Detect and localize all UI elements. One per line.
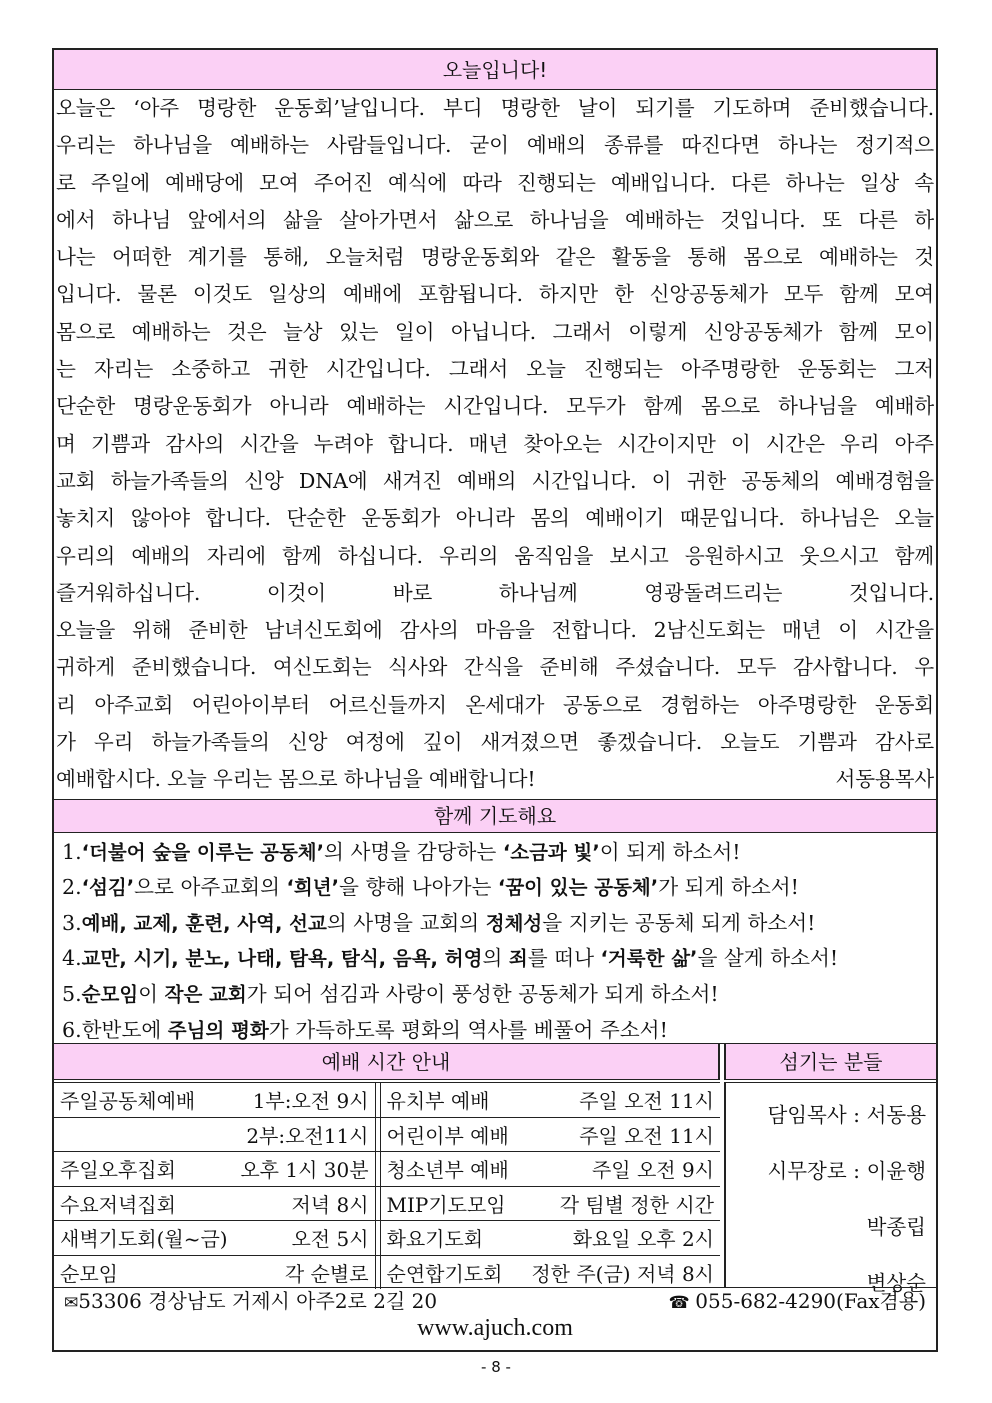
- service-time: 각 팀별 정한 시간: [559, 1192, 714, 1217]
- schedule-cell-right: [381, 1083, 720, 1117]
- info-section: [54, 1043, 936, 1295]
- service-time: 주일 오전 11시: [579, 1089, 714, 1114]
- phone-icon: ☎: [668, 1293, 696, 1313]
- service-name: 수요저녁집회: [60, 1192, 176, 1217]
- prayer-list: [54, 833, 936, 1051]
- phone: ☎ 055-682-4290(Fax겸용): [668, 1289, 926, 1313]
- letter-line: 나는 어떠한 계기를 통해, 오늘처럼 명랑운동회와 같은 활동을 통해 몸으로 예배하는 것: [56, 245, 934, 270]
- service-name: 청소년부 예배: [386, 1158, 509, 1183]
- prayer-item: [62, 906, 928, 942]
- schedule-cell-left: [54, 1256, 376, 1290]
- schedule-cell-right: [381, 1118, 720, 1152]
- prayer-item: [62, 870, 928, 906]
- letter-line: 는 자리는 소중하고 귀한 시간입니다. 그래서 오늘 진행되는 아주명랑한 운동회는 그저: [56, 357, 934, 382]
- schedule-row: [54, 1117, 720, 1152]
- prayer-emphasis: ‘꿈이 있는 공동체’: [497, 876, 659, 900]
- letter-last-line: [56, 761, 934, 798]
- prayer-emphasis: ‘소금과 빛’: [502, 840, 600, 864]
- service-time: 각 순별로: [284, 1261, 369, 1286]
- service-time: 1부:오전 9시: [252, 1089, 369, 1114]
- section-title-today: 오늘입니다!: [54, 50, 936, 90]
- letter-line: 오늘을 위해 준비한 남녀신도회에 감사의 마음을 전합니다. 2남신도회는 매년 이 시간을: [56, 618, 934, 643]
- prayer-emphasis: 정체성: [485, 911, 543, 935]
- prayer-text: 3.: [62, 910, 82, 935]
- prayer-text: 2.: [62, 875, 82, 900]
- schedule-row: [54, 1186, 720, 1221]
- service-name: MIP기도모임: [386, 1192, 506, 1217]
- prayer-emphasis: 주님의 평화: [167, 1018, 269, 1042]
- prayer-emphasis: ‘희년’: [286, 876, 340, 900]
- schedule-cell-right: [381, 1221, 720, 1255]
- letter-closing: 예배합시다. 오늘 우리는 몸으로 하나님을 예배합니다!: [56, 767, 536, 792]
- schedule-cell-right: [381, 1152, 720, 1186]
- prayer-text: 를 떠나: [527, 946, 601, 971]
- prayer-text: 을 향해 나아가는: [339, 875, 498, 900]
- service-name: 주일오후집회: [60, 1158, 176, 1183]
- prayer-text: 이 되게 하소서!: [599, 839, 741, 864]
- prayer-emphasis: 교만, 시기, 분노, 나태, 탐욕, 탐식, 음욕, 허영: [81, 947, 483, 971]
- schedule-row: [54, 1082, 720, 1117]
- service-name: 유치부 예배: [386, 1089, 490, 1114]
- schedule-cell-right: [381, 1187, 720, 1221]
- prayer-text: 4.: [62, 946, 82, 971]
- letter-line: 로 주일에 예배당에 모여 주어진 예식에 따라 진행되는 예배입니다. 다른 하나는 일상 속: [56, 170, 934, 195]
- letter-line: 입니다. 물론 이것도 일상의 예배에 포함됩니다. 하지만 한 신앙공동체가 모두 함께 모여: [56, 282, 934, 307]
- prayer-emphasis: ‘더불어 숲을 이루는 공동체’: [81, 840, 325, 864]
- footer: [54, 1287, 936, 1351]
- prayer-emphasis: 예배, 교제, 훈련, 사역, 선교: [81, 911, 327, 935]
- server-name: 박종립: [866, 1215, 926, 1239]
- schedule-cell-left: [54, 1221, 376, 1255]
- letter-line: 즐거워하십니다. 이것이 바로 하나님께 영광돌려드리는 것입니다.: [56, 580, 934, 605]
- prayer-text: 가 가득하도록 평화의 역사를 베풀어 주소서!: [268, 1017, 668, 1042]
- letter-line: 우리는 하나님을 예배하는 사람들입니다. 굳이 예배의 종류를 따진다면 하나는 정기적으: [56, 133, 934, 158]
- letter-line: 에서 하나님 앞에서의 삶을 살아가면서 삶으로 하나님을 예배하는 것입니다. 또 다른 하: [56, 207, 934, 232]
- letter-line: 가 우리 하늘가족들의 신앙 여정에 깊이 새겨졌으면 좋겠습니다. 오늘도 기쁨과 감사로: [56, 730, 934, 755]
- service-name: 새벽기도회(월~금): [60, 1227, 228, 1252]
- service-time: 주일 오전 11시: [579, 1123, 714, 1148]
- schedule-row: [54, 1255, 720, 1290]
- prayer-text: 을 지키는 공동체 되게 하소서!: [542, 910, 816, 935]
- service-name: 화요기도회: [386, 1227, 484, 1252]
- schedule-row: [54, 1220, 720, 1255]
- letter-line: 놓치지 않아야 합니다. 단순한 운동회가 아니라 몸의 예배이기 때문입니다. 하나님은 오늘: [56, 506, 934, 531]
- prayer-text: 가 되어 섬김과 사랑이 풍성한 공동체가 되게 하소서!: [246, 982, 719, 1007]
- letter-line: 단순한 명랑운동회가 아니라 예배하는 시간입니다. 모두가 함께 몸으로 하나님을 예배하: [56, 394, 934, 419]
- schedule-table: [54, 1082, 720, 1289]
- service-name: 주일공동체예배: [60, 1089, 196, 1114]
- prayer-text: 의 사명을 감당하는: [324, 839, 503, 864]
- letter-line: 리 아주교회 어린아이부터 어르신들까지 온세대가 공동으로 경험하는 아주명랑한 운동회: [56, 692, 934, 717]
- servers-list: [724, 1082, 936, 1295]
- service-time: 주일 오전 9시: [591, 1158, 714, 1183]
- service-time: 화요일 오후 2시: [572, 1227, 714, 1252]
- service-time: 저녁 8시: [291, 1192, 369, 1217]
- prayer-text: 6.: [62, 1017, 82, 1042]
- letter-line: 몸으로 예배하는 것은 늘상 있는 일이 아닙니다. 그래서 이렇게 신앙공동체가 함께 모이: [56, 319, 934, 344]
- service-name: 순연합기도회: [386, 1261, 503, 1286]
- prayer-text: 5.: [62, 982, 82, 1007]
- servers-title: 섬기는 분들: [724, 1044, 936, 1080]
- schedule-cell-left: [54, 1152, 376, 1186]
- service-time: 오후 1시 30분: [240, 1158, 369, 1183]
- letter-line: 며 기쁨과 감사의 시간을 누려야 합니다. 매년 찾아오는 시간이지만 이 시간은 우리 아주: [56, 431, 934, 456]
- page-number: - 8 -: [481, 1358, 511, 1376]
- prayer-text: 의: [482, 946, 509, 971]
- prayer-item: [62, 835, 928, 871]
- letter-line: 교회 하늘가족들의 신앙 DNA에 새겨진 예배의 시간입니다. 이 귀한 공동체의 예배경험을: [56, 468, 934, 493]
- prayer-text: 가 되게 하소서!: [658, 875, 799, 900]
- prayer-text: 이: [138, 982, 165, 1007]
- mail-icon: ✉: [64, 1293, 79, 1313]
- prayer-emphasis: ‘거룩한 삶’: [600, 947, 698, 971]
- letter-line: 오늘은 ‘아주 명랑한 운동회’날입니다. 부디 명랑한 날이 되기를 기도하며 준비했습니다.: [56, 96, 934, 120]
- server-name: 담임목사 : 서동용: [767, 1103, 926, 1127]
- prayer-text: 을 살게 하소서!: [697, 946, 839, 971]
- schedule-cell-left: [54, 1187, 376, 1221]
- prayer-text: 의 사명을 교회의: [326, 910, 486, 935]
- schedule-cell-left: [54, 1083, 376, 1117]
- prayer-emphasis: 순모임: [81, 983, 139, 1007]
- pastor-letter: [54, 90, 936, 799]
- prayer-emphasis: 죄: [508, 947, 528, 971]
- server-name: 변상순: [866, 1271, 926, 1295]
- prayer-text: 한반도에: [81, 1017, 168, 1042]
- prayer-text: 1.: [62, 839, 82, 864]
- service-name: 순모임: [60, 1261, 118, 1286]
- letter-line: 우리의 예배의 자리에 함께 하십니다. 우리의 움직임을 보시고 응원하시고 웃으시고 함께: [56, 543, 934, 568]
- page-frame: [52, 48, 938, 1352]
- schedule-cell-left: [54, 1118, 376, 1152]
- prayer-emphasis: 작은 교회: [164, 983, 247, 1007]
- service-name: 어린이부 예배: [386, 1123, 509, 1148]
- prayer-emphasis: ‘섬김’: [81, 876, 135, 900]
- address: ✉53306 경상남도 거제시 아주2로 2길 20: [64, 1289, 438, 1313]
- schedule-row: [54, 1151, 720, 1186]
- section-title-prayer: 함께 기도해요: [54, 799, 936, 833]
- prayer-item: [62, 977, 928, 1013]
- prayer-text: 으로 아주교회의: [134, 875, 287, 900]
- website-link[interactable]: www.ajuch.com: [417, 1315, 573, 1341]
- service-time: 2부:오전11시: [246, 1123, 369, 1148]
- schedule-cell-right: [381, 1256, 720, 1290]
- signature: 서동용목사: [835, 767, 934, 792]
- service-time: 오전 5시: [291, 1227, 369, 1252]
- letter-line: 귀하게 준비했습니다. 여신도회는 식사와 간식을 준비해 주셨습니다. 모두 감사합니다. 우: [56, 655, 934, 680]
- server-name: 시무장로 : 이윤행: [767, 1159, 926, 1183]
- schedule-title: 예배 시간 안내: [54, 1044, 720, 1080]
- prayer-item: [62, 941, 928, 977]
- service-time: 정한 주(금) 저녁 8시: [531, 1261, 714, 1286]
